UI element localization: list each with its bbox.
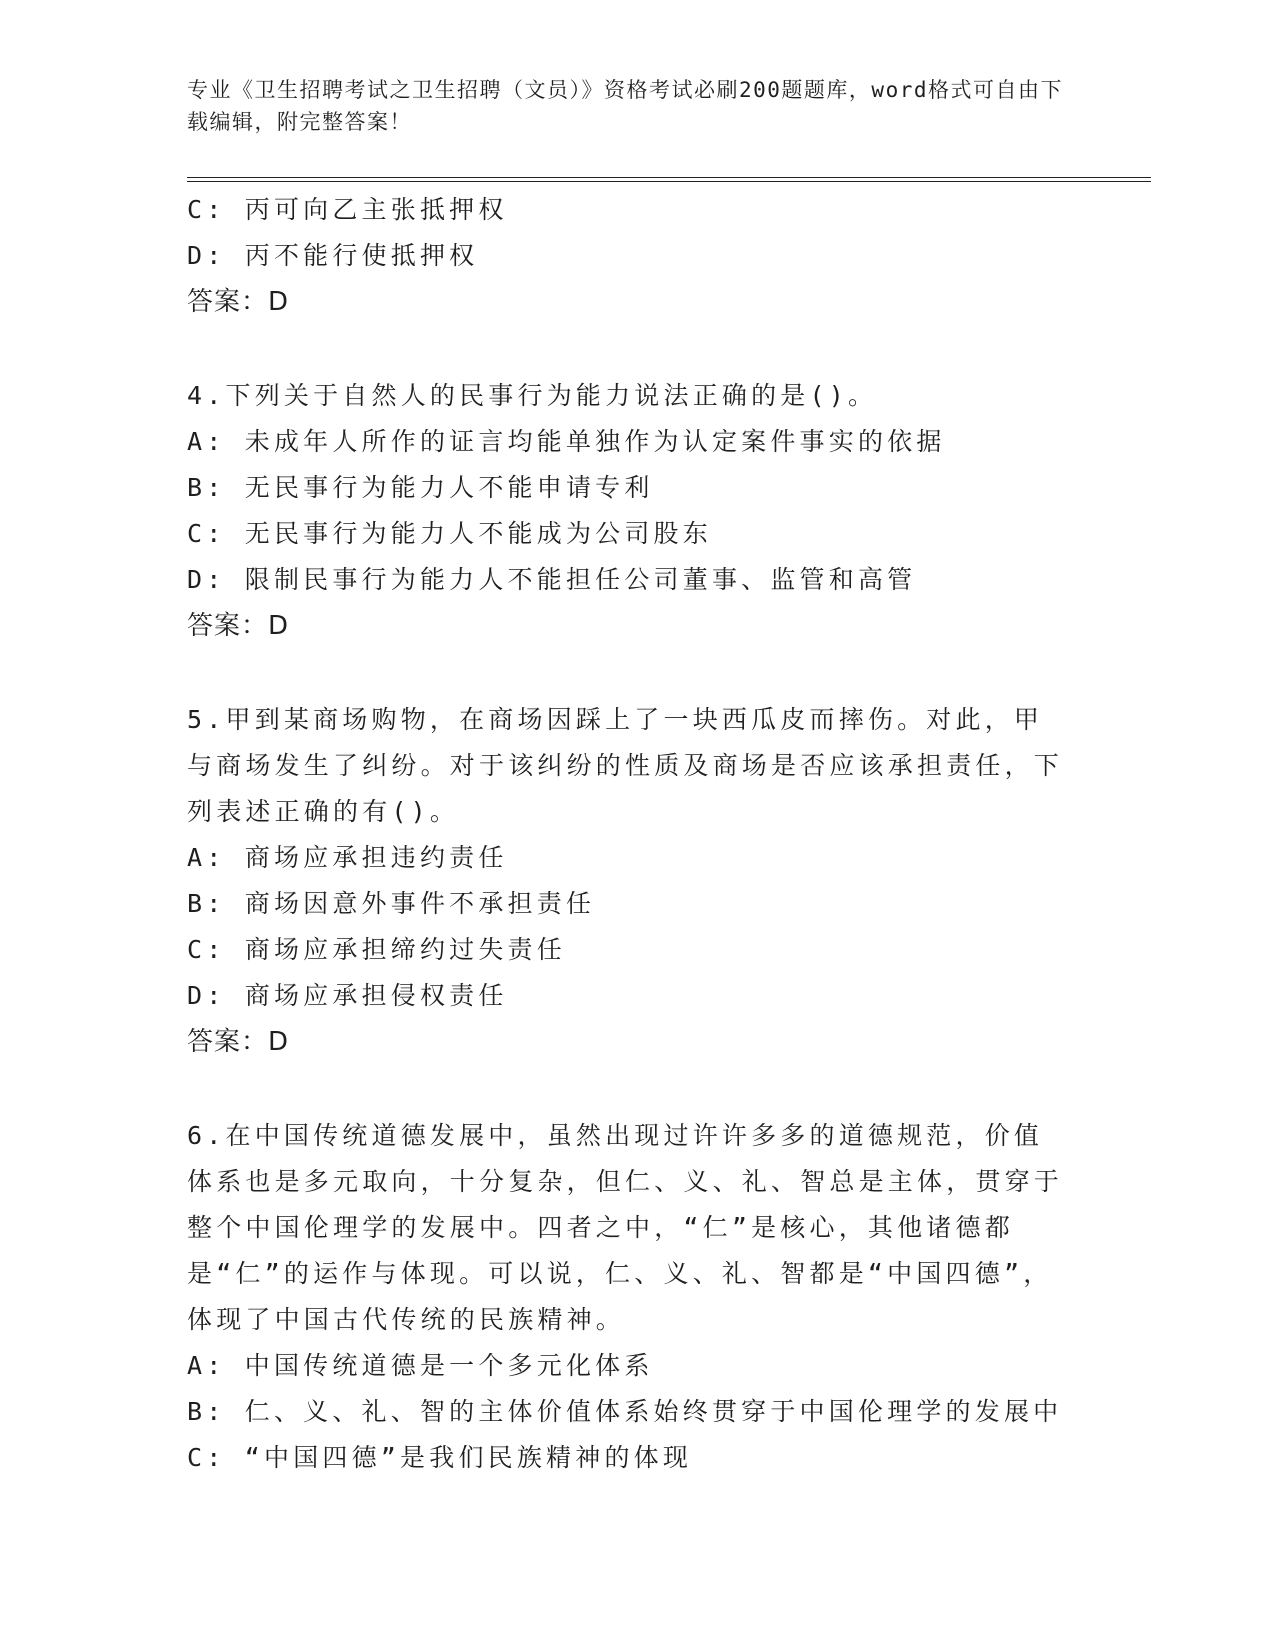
question-block <box>187 1113 1067 1481</box>
option-d: D: 商场应承担侵权责任 <box>187 981 508 1010</box>
option-b: B: 无民事行为能力人不能申请专利 <box>187 473 654 502</box>
option-a: A: 商场应承担违约责任 <box>187 843 508 872</box>
option-b: B: 商场因意外事件不承担责任 <box>187 889 596 918</box>
question-block <box>187 187 1067 325</box>
answer-text: 答案：D <box>187 287 290 317</box>
option-a: A: 未成年人所作的证言均能单独作为认定案件事实的依据 <box>187 427 946 456</box>
answer-text: 答案：D <box>187 1027 290 1057</box>
header-divider <box>187 177 1151 182</box>
option-c: C: 商场应承担缔约过失责任 <box>187 935 566 964</box>
document-header: 专业《卫生招聘考试之卫生招聘（文员）》资格考试必刷200题题库，word格式可自由下载编辑，附完整答案！ <box>187 78 1063 134</box>
option-c: C: 无民事行为能力人不能成为公司股东 <box>187 519 712 548</box>
question-block <box>187 373 1067 649</box>
question-list <box>187 187 1067 1481</box>
option-d: D: 丙不能行使抵押权 <box>187 241 479 270</box>
option-a: A: 中国传统道德是一个多元化体系 <box>187 1351 654 1380</box>
answer-text: 答案：D <box>187 611 290 641</box>
option-c: C: 丙可向乙主张抵押权 <box>187 195 508 224</box>
option-b: B: 仁、义、礼、智的主体价值体系始终贯穿于中国伦理学的发展中 <box>187 1397 1063 1426</box>
question-stem: 6.在中国传统道德发展中，虽然出现过许许多多的道德规范，价值体系也是多元取向，十分复杂，但仁、义、礼、智总是主体，贯穿于整个中国伦理学的发展中。四者之中，“仁”是核心，其他诸德都是“仁”的运作与体现。可以说，仁、义、礼、智都是“中国四德”，体现了中国古代传统的民族精神。 <box>187 1121 1064 1334</box>
question-stem: 4.下列关于自然人的民事行为能力说法正确的是()。 <box>187 381 878 410</box>
option-d: D: 限制民事行为能力人不能担任公司董事、监管和高管 <box>187 565 917 594</box>
question-stem: 5.甲到某商场购物，在商场因踩上了一块西瓜皮而摔伤。对此，甲与商场发生了纠纷。对于该纠纷的性质及商场是否应该承担责任，下列表述正确的有()。 <box>187 705 1064 826</box>
question-block <box>187 697 1067 1065</box>
option-c: C: “中国四德”是我们民族精神的体现 <box>187 1443 693 1472</box>
